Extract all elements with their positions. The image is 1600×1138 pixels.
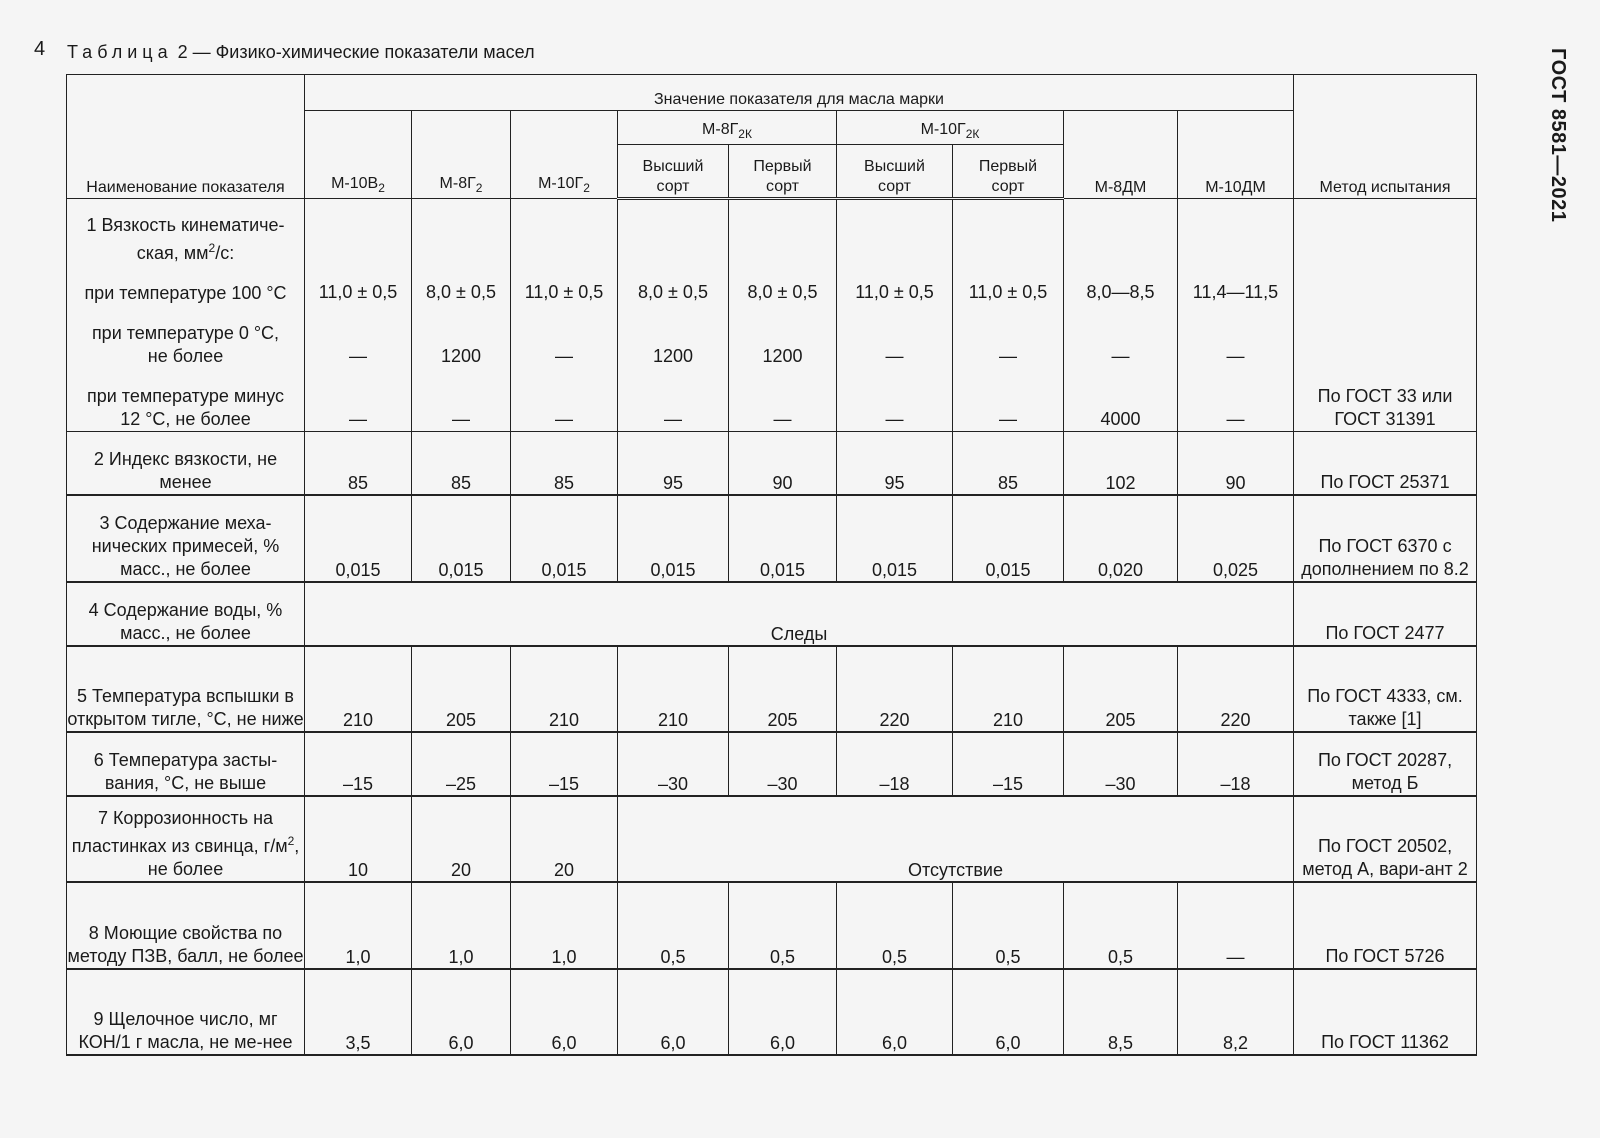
value-cell: 1,0: [511, 882, 618, 969]
value-cell: –15: [511, 732, 618, 796]
value-cell: 102: [1064, 432, 1178, 495]
value-cell: 1,0: [305, 882, 412, 969]
value-cell: 0,5: [618, 882, 729, 969]
value-cell: 205: [412, 646, 511, 732]
value-cell: 3,5: [305, 969, 412, 1055]
span-value-cell: Следы: [305, 582, 1294, 646]
value-cell: 10: [305, 796, 412, 882]
table-row-viscosity-index: [67, 432, 1477, 495]
table-row-flash-point: [67, 646, 1477, 732]
row-name: 1 Вязкость кинематиче- ская, $мм^2/с$: при температуре 100 °С при температуре 0 °С, не более при температуре минус 12 °С, не более: [67, 199, 305, 432]
header-grade-m10g2: $М-10Г_2$: [511, 111, 618, 199]
value-cell: 0,5: [837, 882, 953, 969]
value-cell: 205: [1064, 646, 1178, 732]
value-cell: 0,015: [305, 495, 412, 582]
caption-label: Таблица: [67, 42, 173, 62]
row-name: 9 Щелочное число, мг КОН/1 г масла, не ме-нее: [67, 969, 305, 1055]
row-name: 5 Температура вспышки в открытом тигле, °С, не ниже: [67, 646, 305, 732]
caption-text: 2 — Физико-химические показатели масел: [177, 42, 535, 62]
value-cell: –30: [1064, 732, 1178, 796]
header-grade-m10g2k: $М-10Г_{2К}$: [837, 111, 1064, 145]
properties-table: [66, 74, 1477, 1056]
value-cell: 90: [729, 432, 837, 495]
value-cell: 0,5: [953, 882, 1064, 969]
value-cell: 85: [511, 432, 618, 495]
value-cell: 20: [412, 796, 511, 882]
value-cell: 11,0 ± 0,5 — —: [953, 199, 1064, 432]
row-name: 2 Индекс вязкости, не менее: [67, 432, 305, 495]
value-cell: 6,0: [412, 969, 511, 1055]
value-cell: 0,015: [618, 495, 729, 582]
header-grade-m8g2k: $М-8Г_{2К}$: [618, 111, 837, 145]
value-cell: 95: [837, 432, 953, 495]
value-cell: –30: [729, 732, 837, 796]
value-cell: 85: [412, 432, 511, 495]
value-cell: 8,0 ± 0,5 1200 —: [618, 199, 729, 432]
value-cell: 8,2: [1178, 969, 1294, 1055]
table-row-viscosity: [67, 199, 1477, 432]
value-cell: 6,0: [618, 969, 729, 1055]
table-row-corrosivity: [67, 796, 1477, 882]
value-cell: –25: [412, 732, 511, 796]
value-cell: 210: [305, 646, 412, 732]
table-row-mechanical-impurities: [67, 495, 1477, 582]
value-cell: 0,020: [1064, 495, 1178, 582]
method-cell: По ГОСТ 2477: [1294, 582, 1477, 646]
header-sort-first: Первый сорт: [729, 145, 837, 199]
value-cell: –18: [837, 732, 953, 796]
method-cell: По ГОСТ 11362: [1294, 969, 1477, 1055]
value-cell: —: [1178, 882, 1294, 969]
header-indicator-name: Наименование показателя: [67, 75, 305, 199]
value-cell: 8,0 ± 0,5 1200 —: [412, 199, 511, 432]
value-cell: 11,0 ± 0,5 — —: [511, 199, 618, 432]
value-cell: 90: [1178, 432, 1294, 495]
method-cell: По ГОСТ 20502, метод А, вари-ант 2: [1294, 796, 1477, 882]
value-cell: 8,0 ± 0,5 1200 —: [729, 199, 837, 432]
value-cell: 6,0: [953, 969, 1064, 1055]
method-cell: По ГОСТ 33 или ГОСТ 31391: [1294, 199, 1477, 432]
value-cell: 210: [953, 646, 1064, 732]
value-cell: 6,0: [837, 969, 953, 1055]
value-cell: –15: [953, 732, 1064, 796]
value-cell: 220: [837, 646, 953, 732]
method-cell: По ГОСТ 5726: [1294, 882, 1477, 969]
table-caption: [67, 42, 535, 63]
value-cell: –18: [1178, 732, 1294, 796]
table-row-base-number: [67, 969, 1477, 1055]
value-cell: 210: [511, 646, 618, 732]
value-cell: 20: [511, 796, 618, 882]
value-cell: 95: [618, 432, 729, 495]
method-cell: По ГОСТ 6370 с дополнением по 8.2: [1294, 495, 1477, 582]
span-value-cell: Отсутствие: [618, 796, 1294, 882]
value-cell: 11,0 ± 0,5 — —: [305, 199, 412, 432]
value-cell: 85: [305, 432, 412, 495]
header-sort-high: Высший сорт: [618, 145, 729, 199]
header-grade-m8g2: $М-8Г_2$: [412, 111, 511, 199]
value-cell: –15: [305, 732, 412, 796]
value-cell: 0,015: [953, 495, 1064, 582]
value-cell: 11,4—11,5 — —: [1178, 199, 1294, 432]
header-method: Метод испытания: [1294, 75, 1477, 199]
method-cell: По ГОСТ 4333, см. также [1]: [1294, 646, 1477, 732]
row-name: 7 Коррозионность на пластинках из свинца, $г/м^2$, не более: [67, 796, 305, 882]
value-cell: 6,0: [511, 969, 618, 1055]
value-cell: 85: [953, 432, 1064, 495]
value-cell: 0,015: [511, 495, 618, 582]
row-name: 3 Содержание меха-нических примесей, % масс., не более: [67, 495, 305, 582]
value-cell: 0,015: [837, 495, 953, 582]
value-cell: 8,5: [1064, 969, 1178, 1055]
standard-designation: ГОСТ 8581—2021: [1547, 48, 1569, 223]
value-cell: 220: [1178, 646, 1294, 732]
value-cell: 0,5: [729, 882, 837, 969]
value-cell: 0,025: [1178, 495, 1294, 582]
value-cell: 205: [729, 646, 837, 732]
row-name: 4 Содержание воды, % масс., не более: [67, 582, 305, 646]
row-name: 6 Температура засты-вания, °С, не выше: [67, 732, 305, 796]
value-cell: 6,0: [729, 969, 837, 1055]
method-cell: По ГОСТ 25371: [1294, 432, 1477, 495]
value-cell: 8,0—8,5 — 4000: [1064, 199, 1178, 432]
value-cell: 0,5: [1064, 882, 1178, 969]
table-row-detergent-properties: [67, 882, 1477, 969]
header-grade-m8dm: М-8ДМ: [1064, 111, 1178, 199]
value-cell: 0,015: [729, 495, 837, 582]
header-value-group: Значение показателя для масла марки: [305, 75, 1294, 111]
row-name: 8 Моющие свойства по методу ПЗВ, балл, не более: [67, 882, 305, 969]
header-grade-m10dm: М-10ДМ: [1178, 111, 1294, 199]
table-row-water-content: [67, 582, 1477, 646]
page-number: 4: [34, 38, 46, 60]
value-cell: 11,0 ± 0,5 — —: [837, 199, 953, 432]
header-sort-first: Первый сорт: [953, 145, 1064, 199]
table-row-pour-point: [67, 732, 1477, 796]
header-grade-m10v2: $М-10В_2$: [305, 111, 412, 199]
value-cell: 1,0: [412, 882, 511, 969]
method-cell: По ГОСТ 20287, метод Б: [1294, 732, 1477, 796]
header-sort-high: Высший сорт: [837, 145, 953, 199]
value-cell: –30: [618, 732, 729, 796]
value-cell: 0,015: [412, 495, 511, 582]
value-cell: 210: [618, 646, 729, 732]
